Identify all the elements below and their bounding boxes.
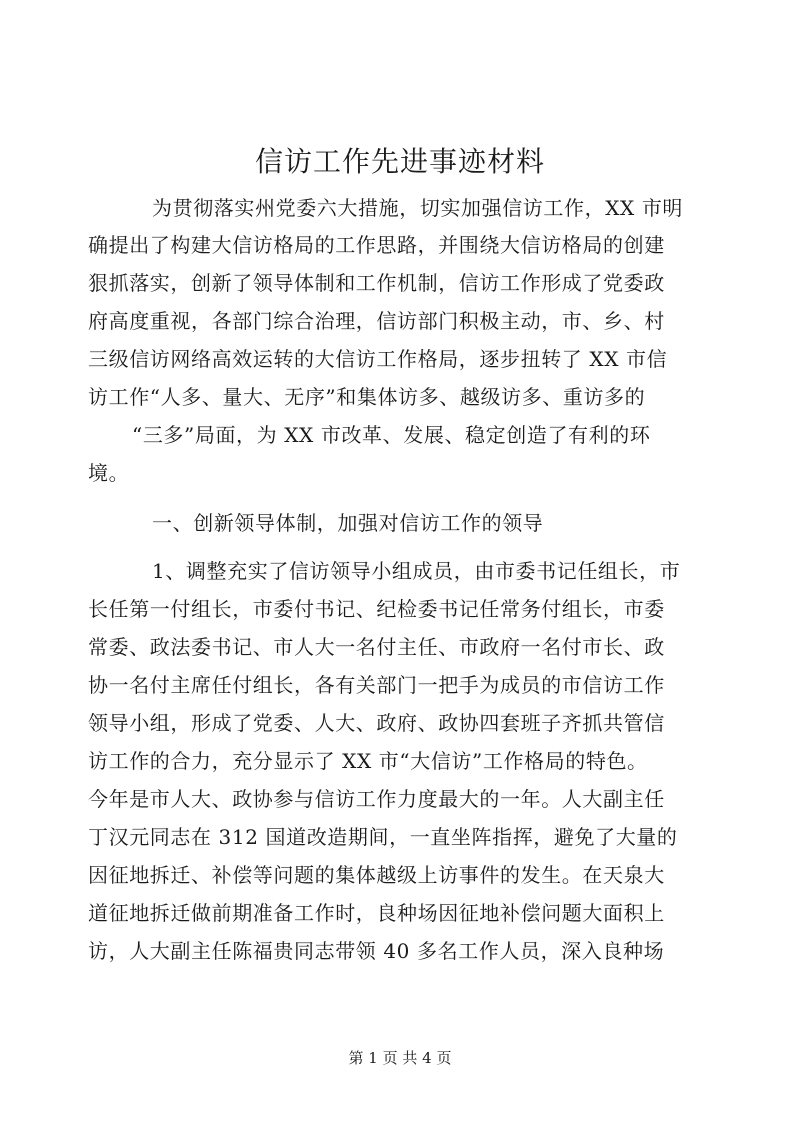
body-line: 狠抓落实，创新了领导体制和工作机制，信访工作形成了党委政 (88, 271, 665, 295)
body-line: 道征地拆迁做前期准备工作时，良种场因征地补偿问题大面积上 (88, 901, 665, 925)
body-line: 1、调整充实了信访领导小组成员，由市委书记任组长，市 (152, 559, 681, 583)
document-title: 信访工作先进事迹材料 (254, 145, 545, 178)
body-line: 领导小组，形成了党委、人大、政府、政协四套班子齐抓共管信 (88, 711, 665, 735)
body-line: 府高度重视，各部门综合治理，信访部门积极主动，市、乡、村 (88, 309, 665, 333)
body-line: 三级信访网络高效运转的大信访工作格局，逐步扭转了 XX 市信 (88, 347, 668, 371)
page-number-footer: 第 1 页 共 4 页 (348, 1049, 452, 1067)
body-line: 境。 (88, 461, 130, 485)
body-line: 为贯彻落实州党委六大措施，切实加强信访工作，XX 市明 (152, 196, 684, 220)
body-line: “三多”局面，为 XX 市改革、发展、稳定创造了有利的环 (132, 423, 651, 447)
body-line: 访工作“人多、量大、无序”和集体访多、越级访多、重访多的 (88, 385, 646, 409)
body-line: 因征地拆迁、补偿等问题的集体越级上访事件的发生。在天泉大 (88, 863, 665, 887)
section-heading: 一、创新领导体制，加强对信访工作的领导 (152, 511, 544, 535)
body-line: 协一名付主席任付组长，各有关部门一把手为成员的市信访工作 (88, 673, 665, 697)
body-line: 丁汉元同志在 312 国道改造期间，一直坐阵指挥，避免了大量的 (88, 825, 678, 849)
body-line: 常委、政法委书记、市人大一名付主任、市政府一名付市长、政 (88, 635, 665, 659)
body-line: 长任第一付组长，市委付书记、纪检委书记任常务付组长，市委 (88, 597, 665, 621)
body-line: 访工作的合力，充分显示了 XX 市“大信访”工作格局的特色。 (88, 749, 648, 773)
body-line: 确提出了构建大信访格局的工作思路，并围绕大信访格局的创建 (88, 233, 665, 257)
body-line: 今年是市人大、政协参与信访工作力度最大的一年。人大副主任 (88, 787, 665, 811)
body-line: 访，人大副主任陈福贵同志带领 40 多名工作人员，深入良种场 (88, 939, 665, 963)
